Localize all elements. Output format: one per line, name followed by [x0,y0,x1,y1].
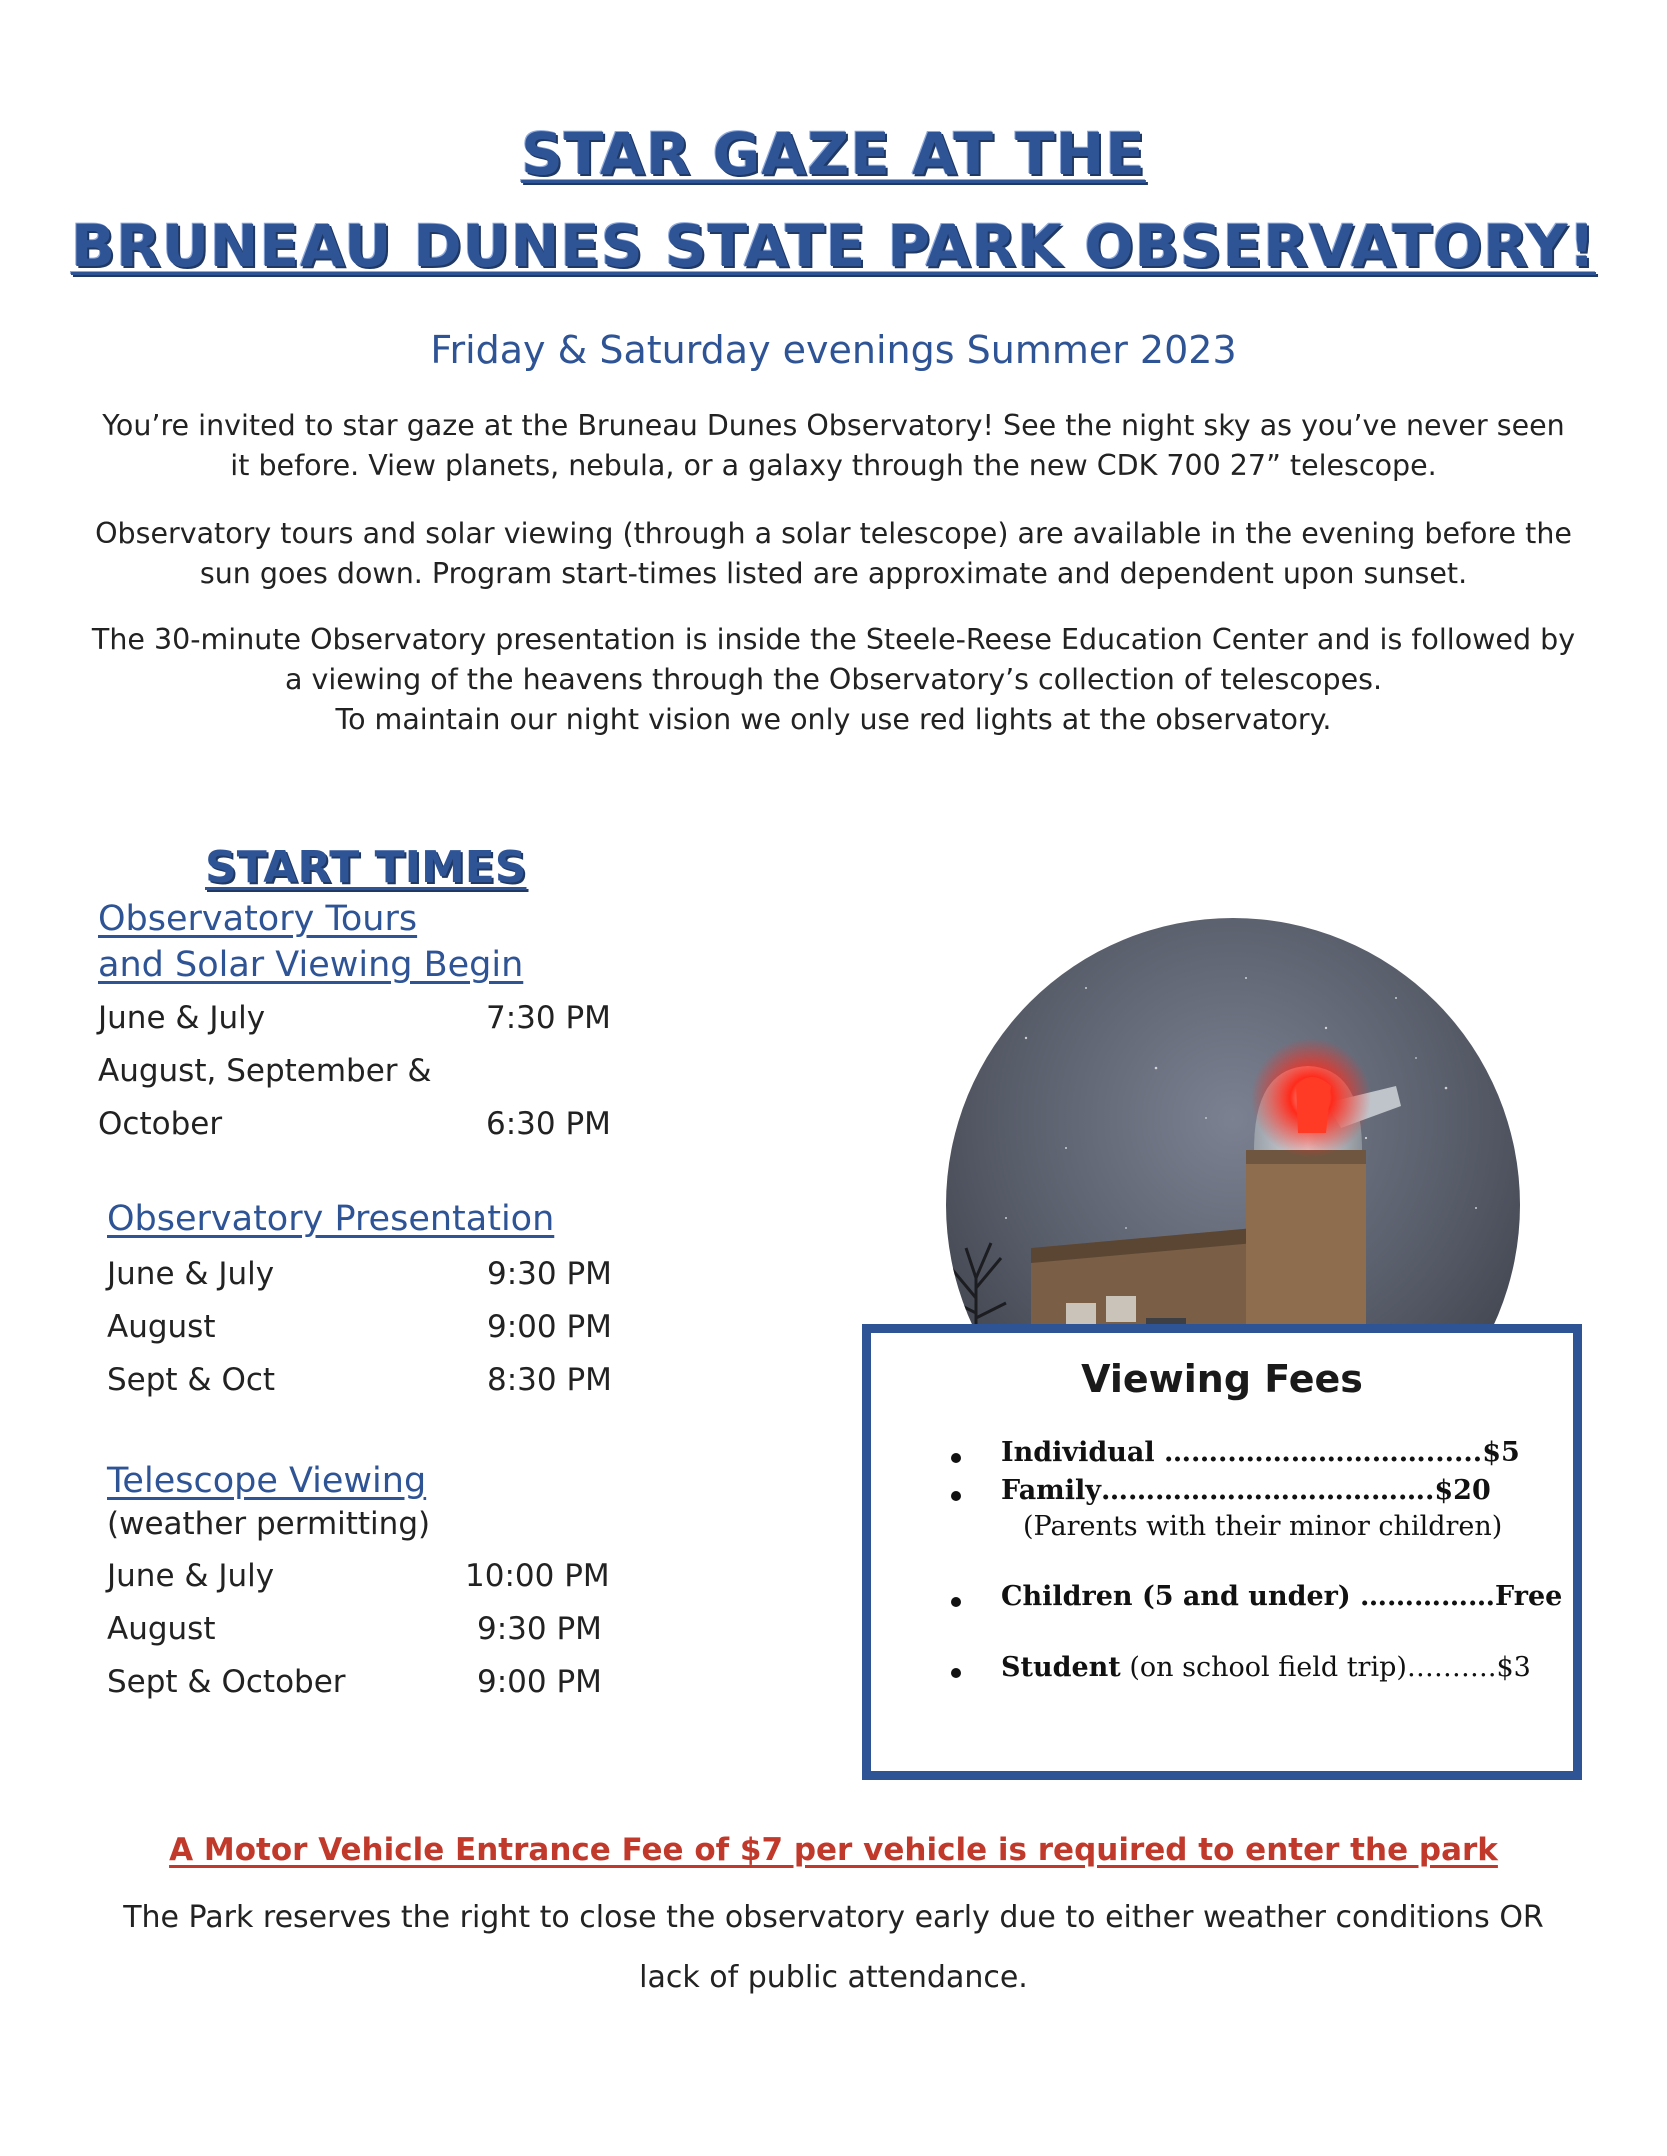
schedule-row [98,1053,618,1093]
schedule-row [107,1256,627,1296]
schedule-row [107,1664,627,1704]
viewing-fees-box [862,1324,1582,1780]
schedule-row-label: Sept & October [107,1664,346,1700]
tours-section-title [98,896,523,988]
bullet-icon [951,1453,961,1463]
vehicle-fee-notice: A Motor Vehicle Entrance Fee of $7 per vehicle is required to enter the park [169,1832,1498,1868]
viewing-fees-title: Viewing Fees [1081,1357,1363,1401]
schedule-row-time: 6:30 PM [486,1106,611,1142]
schedule-row-label: October [98,1106,223,1142]
subtitle: Friday & Saturday evenings Summer 2023 [430,328,1237,372]
fee-family [1001,1475,1491,1506]
fee-price: Free [1495,1581,1563,1612]
fee-dots: …………… [1350,1581,1496,1612]
weather-note: (weather permitting) [107,1506,431,1542]
schedule-row-label: June & July [98,1000,266,1036]
schedule-row [98,1000,618,1040]
fee-price: $20 [1434,1475,1491,1506]
schedule-row-time: 9:00 PM [487,1309,612,1345]
intro-paragraph-1: You’re invited to star gaze at the Bruneau Dunes Observatory! See the night sky as you’ve never seen it before. View planets, nebula, or a galaxy through the new CDK 700 27” telescope. [102,409,1565,482]
intro-paragraph-2: Observatory tours and solar viewing (through a solar telescope) are available in the evening before the sun goes down. Program start-times listed are approximate and dependent upon sunset. [95,517,1572,590]
fee-detail: (on school field trip)………. [1120,1652,1497,1683]
fee-children [1001,1581,1562,1612]
schedule-row-time: 10:00 PM [465,1558,610,1594]
closing-disclaimer: The Park reserves the right to close the observatory early due to either weather conditions OR lack of public attendance. [123,1900,1544,1995]
fee-individual [1001,1437,1520,1468]
intro-paragraph-3-red-lights: To maintain our night vision we only use red lights at the observatory. [335,703,1332,736]
page-title-line-2: BRUNEAU DUNES STATE PARK OBSERVATORY! [70,212,1597,280]
tours-title-line-2: and Solar Viewing Begin [98,945,524,985]
fee-student [1001,1652,1531,1683]
schedule-row [107,1309,627,1349]
schedule-row-time: 9:30 PM [487,1256,612,1292]
bullet-icon [951,1668,961,1678]
family-fee-note: (Parents with their minor children) [1023,1511,1503,1542]
schedule-row-label: June & July [107,1558,275,1594]
schedule-row [107,1558,627,1598]
fee-dots: ………………………………. [1100,1475,1435,1506]
fee-price: $3 [1496,1652,1531,1683]
bullet-icon [951,1491,961,1501]
schedule-row-label: August [107,1611,216,1647]
schedule-row-label: August, September & [98,1053,432,1089]
schedule-row [107,1611,627,1651]
page-title-line-1: STAR GAZE AT THE [521,120,1146,188]
intro-paragraph-3 [90,620,1577,740]
schedule-row-label: Sept & Oct [107,1362,276,1398]
fee-name: Individual [1001,1437,1155,1468]
tours-title-line-1: Observatory Tours [98,899,418,939]
presentation-section-title: Observatory Presentation [107,1199,555,1239]
fee-name: Children (5 and under) [1001,1581,1351,1612]
schedule-row-time: 8:30 PM [487,1362,612,1398]
intro-paragraph-3-main: The 30-minute Observatory presentation is inside the Steele-Reese Education Center and is followed by a viewing of the heavens through the Observatory’s collection of telescopes. [91,623,1576,696]
fee-name: Student [1001,1652,1121,1683]
schedule-row [107,1362,627,1402]
telescope-section-title: Telescope Viewing [107,1461,427,1501]
schedule-row-time: 7:30 PM [486,1000,611,1036]
bullet-icon [951,1597,961,1607]
schedule-row [98,1106,618,1146]
fee-name: Family [1001,1475,1101,1506]
fee-dots: ……..…………………...... [1154,1437,1483,1468]
schedule-row-time: 9:30 PM [477,1611,602,1647]
fee-price: $5 [1482,1437,1520,1468]
schedule-row-label: August [107,1309,216,1345]
schedule-row-time: 9:00 PM [477,1664,602,1700]
start-times-heading: START TIMES [205,842,527,893]
schedule-row-label: June & July [107,1256,275,1292]
